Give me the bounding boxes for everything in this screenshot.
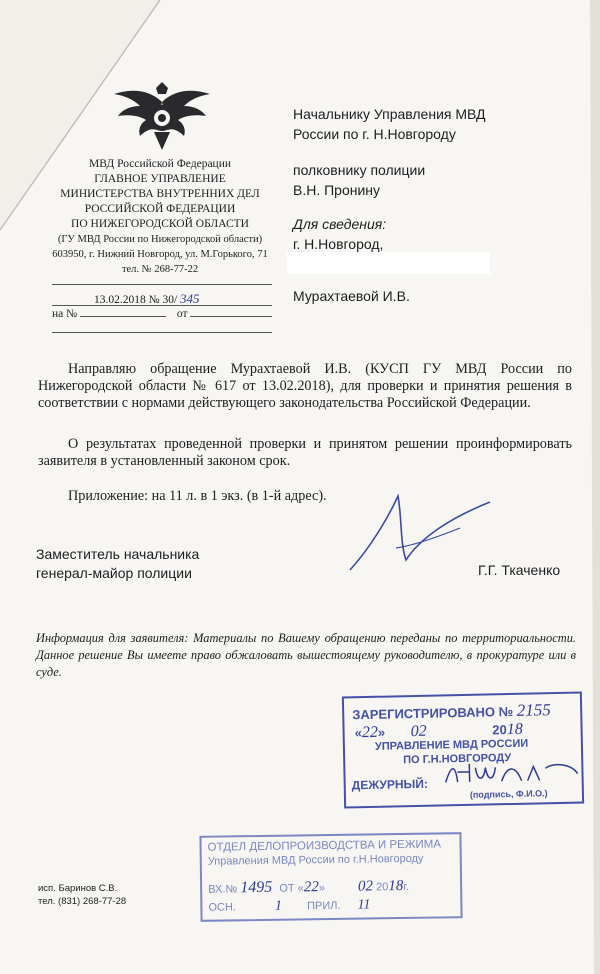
office-stamp: [199, 832, 462, 922]
header-rule-bottom: [52, 332, 272, 333]
position-line: генерал-майор полиции: [36, 565, 192, 581]
stamp-hand-number: 2155: [516, 700, 551, 720]
stamp-year: 18: [506, 720, 523, 739]
in-year-prefix: 20: [375, 881, 389, 894]
main-label: ОСН.: [208, 901, 236, 914]
org-phone: тел. № 268-77-22: [121, 264, 199, 275]
org-line: МВД Российской Федерации: [88, 158, 232, 170]
stamp-dept-line: ПО Г.Н.НОВГОРОДУ: [403, 751, 512, 767]
office-stamp-in-row: ВХ.№ 1495 ОТ «22» 02 2018г.: [208, 877, 410, 897]
office-stamp-line: ОТДЕЛ ДЕЛОПРОИЗВОДСТВА И РЕЖИМА: [207, 838, 442, 854]
stamp-sign-caption: (подпись, Ф.И.О.): [469, 788, 548, 800]
attachment-line: Приложение: на 11 л. в 1 экз. (в 1-й адрес).: [68, 488, 327, 504]
attach-count: 11: [357, 897, 371, 913]
ref-number-blank: [80, 316, 166, 317]
position-line: Заместитель начальника: [36, 546, 200, 562]
note-label: Информация для заявителя:: [36, 631, 189, 645]
outgoing-hand-number: 345: [180, 291, 200, 306]
reference-line: [52, 308, 272, 320]
recipient-info: [293, 214, 386, 254]
outgoing-number-line: [52, 291, 272, 306]
stamp-month: 02: [410, 722, 427, 741]
mvd-eagle-emblem-icon: [112, 80, 212, 152]
recipient-main: [293, 104, 486, 144]
recipient-line: Начальнику Управления МВД: [293, 106, 486, 122]
attach-label: ПРИЛ.: [306, 899, 341, 913]
in-year: 18: [388, 877, 404, 895]
executor-block: [38, 882, 126, 908]
info-name: Мурахтаевой И.В.: [293, 288, 410, 304]
redacted-address: [287, 252, 490, 274]
recipient-line: В.Н. Пронину: [293, 182, 381, 198]
org-address: 603950, г. Нижний Новгород, ул. М.Горького, 71: [52, 249, 268, 260]
org-line: (ГУ МВД России по Нижегородской области): [57, 234, 263, 245]
ref-on-label: на №: [52, 308, 78, 320]
stamp-year-prefix: 20: [492, 722, 507, 738]
in-month: 02: [357, 878, 374, 895]
info-city: г. Н.Новгород,: [293, 236, 384, 252]
org-line: МИНИСТЕРСТВА ВНУТРЕННИХ ДЕЛ: [60, 188, 260, 200]
stamp-duty-label: ДЕЖУРНЫЙ:: [351, 776, 429, 793]
body-paragraph-2: О результатах проведенной проверки и принятом решении проинформировать заявителя в установленный законом срок.: [38, 436, 572, 469]
recipient-line: России по г. Н.Новгороду: [293, 126, 456, 142]
stamp-date-row: «22» 02 2018: [354, 720, 523, 742]
body-paragraph-1: Направляю обращение Мурахтаевой И.В. (КУСП ГУ МВД России по Нижегородской области № 617 от 13.02.2018), для проверки и принятия решения в соответствии с нормами действующего законодательства Российской Федерации.: [38, 361, 572, 411]
handwritten-signature-icon: [340, 488, 500, 578]
signatory-name: Г.Г. Ткаченко: [478, 562, 561, 578]
note-text: Материалы по Вашему обращению переданы по территориальности. Данное решение Вы имеете право обжаловать вышестоящему руководителю, в прокуратуре или в суде.: [36, 631, 576, 679]
duty-signature-icon: [441, 756, 582, 789]
signatory-position: [36, 545, 199, 583]
outgoing-date-number: 13.02.2018 № 30/: [94, 294, 178, 306]
header-rule: [52, 284, 272, 285]
stamp-title-text: ЗАРЕГИСТРИРОВАНО №: [352, 703, 514, 723]
org-line: ПО НИЖЕГОРОДСКОЙ ОБЛАСТИ: [71, 218, 249, 230]
office-stamp-line: Управления МВД России по г.Н.Новгороду: [207, 852, 424, 868]
in-hand-number: 1495: [240, 878, 273, 897]
stamp-dept-line: УПРАВЛЕНИЕ МВД РОССИИ: [374, 737, 529, 753]
recipient-rank: [293, 160, 425, 200]
info-label: Для сведения:: [293, 216, 387, 232]
ref-date-blank: [190, 316, 272, 317]
stamp-day: 22: [361, 723, 379, 742]
recipient-line: полковнику полиции: [293, 162, 426, 178]
org-line: ГЛАВНОЕ УПРАВЛЕНИЕ: [94, 173, 226, 185]
in-day: 22: [303, 879, 319, 896]
main-count: 1: [274, 898, 283, 914]
in-from-label: ОТ: [279, 882, 295, 895]
ref-from-label: от: [176, 308, 188, 320]
applicant-note: [36, 630, 576, 681]
office-stamp-count-row: [208, 897, 370, 915]
organization-block: [40, 157, 280, 277]
org-line: РОССИЙСКОЙ ФЕДЕРАЦИИ: [84, 203, 236, 215]
registration-stamp: [342, 691, 584, 808]
executor-name: исп. Баринов С.В.: [38, 883, 118, 894]
executor-phone: тел. (831) 268-77-28: [38, 896, 127, 907]
in-year-suffix: г.: [403, 880, 410, 893]
in-no-label: ВХ.№: [208, 883, 238, 896]
